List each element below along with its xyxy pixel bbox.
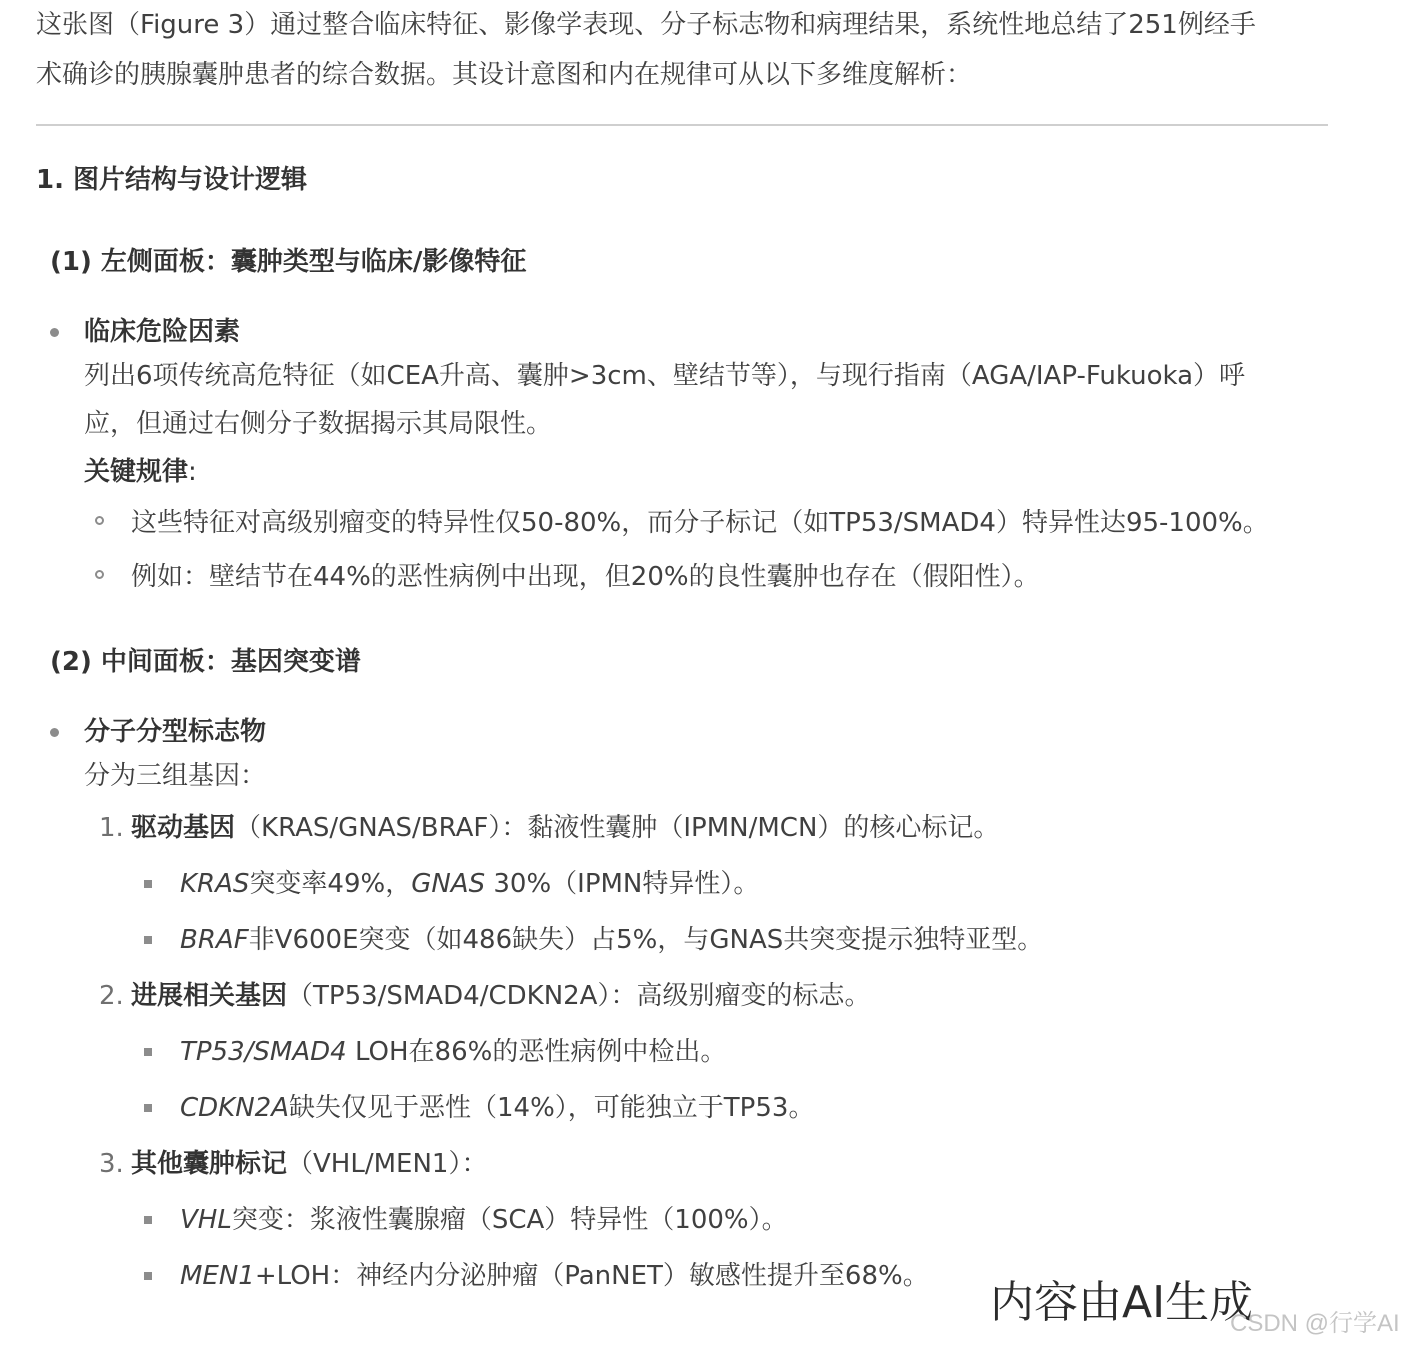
document-body	[36, 0, 1328, 1304]
ai-generated-watermark: 内容由AI生成	[990, 1277, 1254, 1328]
sub-list-item: VHL突变：浆液性囊腺瘤（SCA）特异性（100%）。	[180, 1192, 1328, 1248]
bullet-title: 临床危险因素	[84, 317, 241, 347]
intro-line-1: 这张图（Figure 3）通过整合临床特征、影像学表现、分子标志物和病理结果，系统性地总结了251例经手	[36, 10, 1256, 40]
bullet-title: 分子分型标志物	[84, 717, 267, 747]
csdn-credit: CSDN @行学AI	[1230, 1310, 1400, 1337]
bullet-molecular-markers	[36, 712, 1328, 800]
square-bullet-icon	[144, 880, 152, 888]
list-item: 例如：壁结节在44%的恶性病例中出现，但20%的良性囊肿也存在（假阳性）。	[131, 550, 1328, 604]
bullet-text-line-2: 应，但通过右侧分子数据揭示其局限性。	[84, 409, 553, 439]
panel1-heading: (1) 左侧面板：囊肿类型与临床/影像特征	[50, 247, 527, 277]
sub-list-item: KRAS突变率49%，GNAS 30%（IPMN特异性）。	[180, 856, 1328, 912]
horizontal-divider	[36, 124, 1328, 126]
bullet-dot-icon	[50, 328, 59, 337]
numbered-item: 2. 进展相关基因（TP53/SMAD4/CDKN2A）：高级别瘤变的标志。	[99, 981, 871, 1011]
panel2-heading: (2) 中间面板：基因突变谱	[50, 647, 361, 677]
bullet-dot-icon	[50, 728, 59, 737]
sub-list-item: BRAF非V600E突变（如486缺失）占5%，与GNAS共突变提示独特亚型。	[180, 912, 1328, 968]
bullet-intro-text: 分为三组基因：	[84, 761, 267, 791]
square-bullet-icon	[144, 1048, 152, 1056]
square-bullet-icon	[144, 1272, 152, 1280]
sub-list-item: MEN1+LOH：神经内分泌肿瘤（PanNET）敏感性提升至68%。	[180, 1248, 1328, 1304]
key-rule-label: 关键规律:	[84, 457, 197, 487]
sub-list-item: TP53/SMAD4 LOH在86%的恶性病例中检出。	[180, 1024, 1328, 1080]
hollow-bullet-icon	[95, 570, 104, 579]
square-bullet-icon	[144, 936, 152, 944]
section-heading: 1. 图片结构与设计逻辑	[36, 165, 308, 195]
hollow-bullet-icon	[95, 516, 104, 525]
bullet-text-line-1: 列出6项传统高危特征（如CEA升高、囊肿>3cm、壁结节等），与现行指南（AGA/IAP-Fukuoka）呼	[84, 361, 1246, 391]
list-item: 这些特征对高级别瘤变的特异性仅50-80%，而分子标记（如TP53/SMAD4）特异性达95-100%。	[131, 496, 1328, 550]
sub-list-item: CDKN2A缺失仅见于恶性（14%），可能独立于TP53。	[180, 1080, 1328, 1136]
intro-line-2: 术确诊的胰腺囊肿患者的综合数据。其设计意图和内在规律可从以下多维度解析：	[36, 60, 973, 90]
square-bullet-icon	[144, 1216, 152, 1224]
numbered-item: 3. 其他囊肿标记（VHL/MEN1）：	[99, 1149, 488, 1179]
numbered-item: 1. 驱动基因（KRAS/GNAS/BRAF）：黏液性囊肿（IPMN/MCN）的核心标记。	[99, 813, 1000, 843]
bullet-clinical-risk	[36, 312, 1328, 496]
square-bullet-icon	[144, 1104, 152, 1112]
